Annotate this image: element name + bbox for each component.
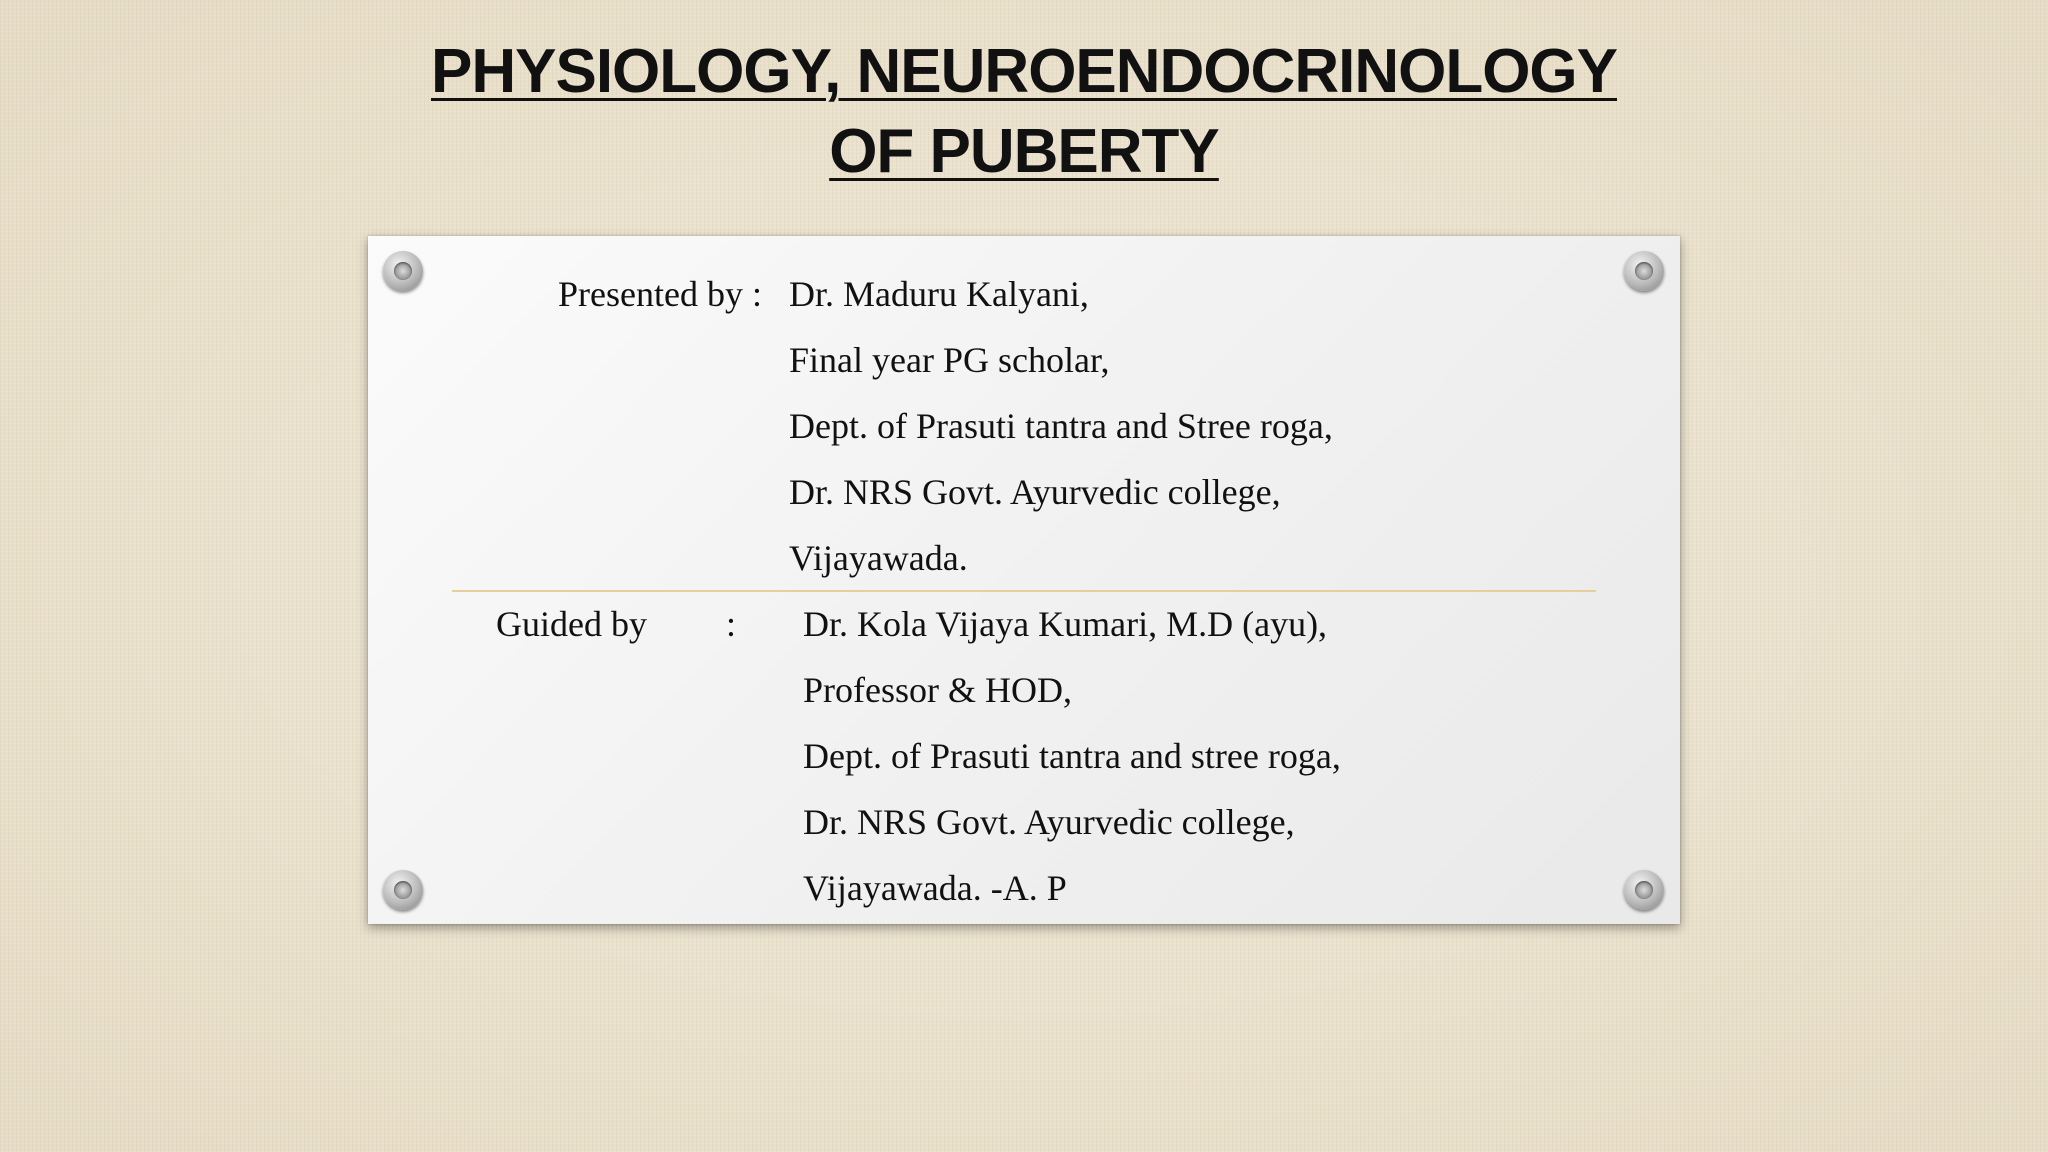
- slide-title: [0, 32, 2048, 192]
- screw-icon-bottom-right: [1624, 870, 1664, 910]
- presented-by-label: Presented by :: [558, 274, 762, 314]
- slide-title-line-2: OF PUBERTY: [829, 117, 1219, 186]
- presenter-line-1: Dr. Maduru Kalyani,: [789, 274, 1089, 314]
- presenter-line-3: Dept. of Prasuti tantra and Stree roga,: [789, 406, 1333, 446]
- guide-line-5: Vijayawada. -A. P: [803, 868, 1067, 908]
- screw-icon-top-left: [383, 251, 423, 291]
- guide-line-4: Dr. NRS Govt. Ayurvedic college,: [803, 802, 1295, 842]
- guide-line-3: Dept. of Prasuti tantra and stree roga,: [803, 736, 1341, 776]
- guide-line-1: Dr. Kola Vijaya Kumari, M.D (ayu),: [803, 604, 1328, 644]
- presenter-line-4: Dr. NRS Govt. Ayurvedic college,: [789, 472, 1281, 512]
- guided-by-colon: :: [726, 604, 737, 644]
- guide-line-2: Professor & HOD,: [803, 670, 1072, 710]
- presenter-line-5: Vijayawada.: [789, 538, 968, 578]
- guided-by-label: Guided by: [496, 604, 647, 644]
- screw-icon-top-right: [1624, 251, 1664, 291]
- presenter-line-2: Final year PG scholar,: [789, 340, 1110, 380]
- screw-icon-bottom-left: [383, 870, 423, 910]
- slide-title-line-1: PHYSIOLOGY, NEUROENDOCRINOLOGY: [430, 37, 1618, 106]
- presenter-card: [368, 236, 1680, 924]
- section-divider: [452, 590, 1596, 592]
